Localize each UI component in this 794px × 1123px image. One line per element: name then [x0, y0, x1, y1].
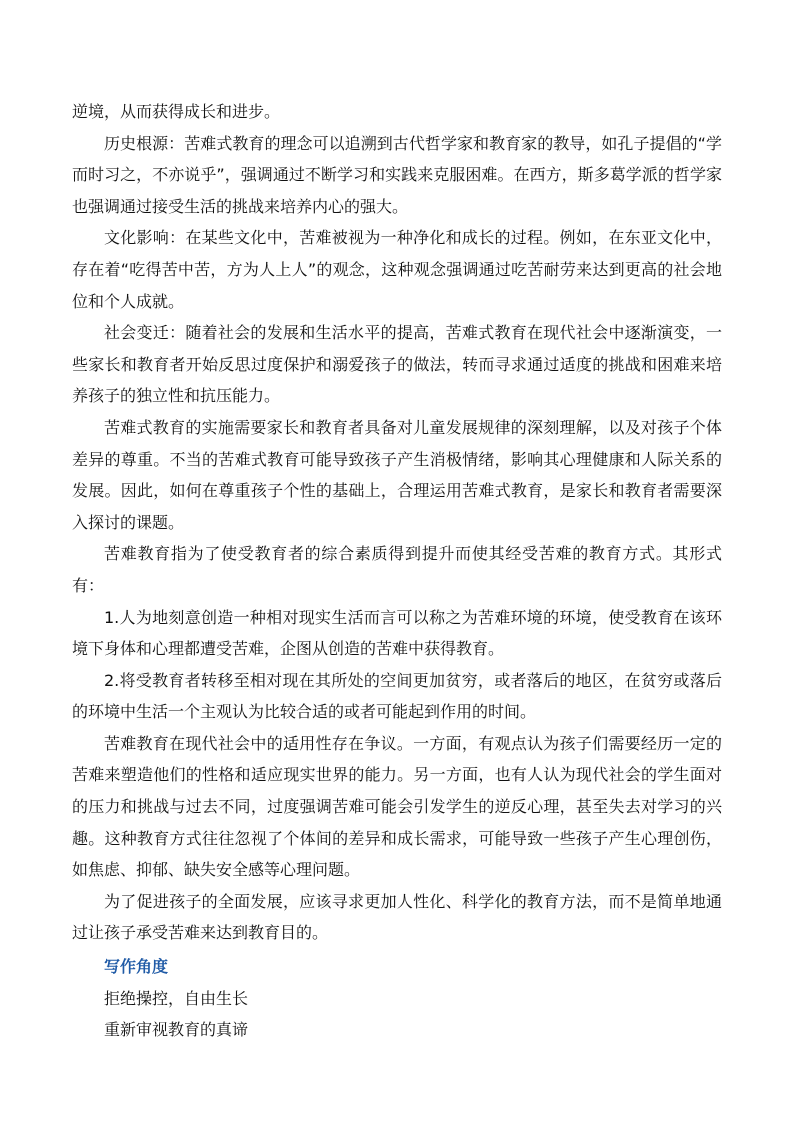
- document-body: [72, 96, 722, 1046]
- writing-angle-2: 重新审视教育的真谛: [104, 1020, 249, 1040]
- section-heading: 写作角度: [104, 957, 169, 977]
- writing-angle-1: 拒绝操控，自由生长: [104, 988, 249, 1008]
- paragraph-conclusion: 为了促进孩子的全面发展，应该寻求更加人性化、科学化的教育方法，而不是简单地通过让孩子承受苦难来达到教育目的。: [72, 891, 722, 943]
- paragraph: 逆境，从而获得成长和进步。: [72, 102, 281, 121]
- paragraph-form-2: 2.将受教育者转移至相对现在其所处的空间更加贫穷，或者落后的地区，在贫穷或落后的环境中生活一个主观认为比较合适的或者可能起到作用的时间。: [72, 670, 722, 722]
- paragraph-controversy: 苦难教育在现代社会中的适用性存在争议。一方面，有观点认为孩子们需要经历一定的苦难来塑造他们的性格和适应现实世界的能力。另一方面，也有人认为现代社会的学生面对的压力和挑战与过去不同，过度强调苦难可能会引发学生的逆反心理，甚至失去对学习的兴趣。这种教育方式往往忽视了个体间的差异和成长需求，可能导致一些孩子产生心理创伤，如焦虑、抑郁、缺失安全感等心理问题。: [72, 733, 722, 880]
- paragraph-history: 历史根源：苦难式教育的理念可以追溯到古代哲学家和教育家的教导，如孔子提倡的“学而时习之，不亦说乎”，强调通过不断学习和实践来克服困难。在西方，斯多葛学派的哲学家也强调通过接受生活的挑战来培养内心的强大。: [72, 133, 722, 216]
- paragraph-culture: 文化影响：在某些文化中，苦难被视为一种净化和成长的过程。例如，在东亚文化中，存在着“吃得苦中苦，方为人上人”的观念，这种观念强调通过吃苦耐劳来达到更高的社会地位和个人成就。: [72, 228, 722, 311]
- paragraph-form-1: 1.人为地刻意创造一种相对现实生活而言可以称之为苦难环境的环境，使受教育在该环境下身体和心理都遭受苦难，企图从创造的苦难中获得教育。: [72, 607, 722, 659]
- paragraph-society: 社会变迁：随着社会的发展和生活水平的提高，苦难式教育在现代社会中逐渐演变，一些家长和教育者开始反思过度保护和溺爱孩子的做法，转而寻求通过适度的挑战和困难来培养孩子的独立性和抗压能力。: [72, 323, 722, 406]
- paragraph-implementation: 苦难式教育的实施需要家长和教育者具备对儿童发展规律的深刻理解，以及对孩子个体差异的尊重。不当的苦难式教育可能导致孩子产生消极情绪，影响其心理健康和人际关系的发展。因此，如何在尊重孩子个性的基础上，合理运用苦难式教育，是家长和教育者需要深入探讨的课题。: [72, 417, 722, 532]
- paragraph-definition: 苦难教育指为了使受教育者的综合素质得到提升而使其经受苦难的教育方式。其形式有：: [72, 544, 722, 595]
